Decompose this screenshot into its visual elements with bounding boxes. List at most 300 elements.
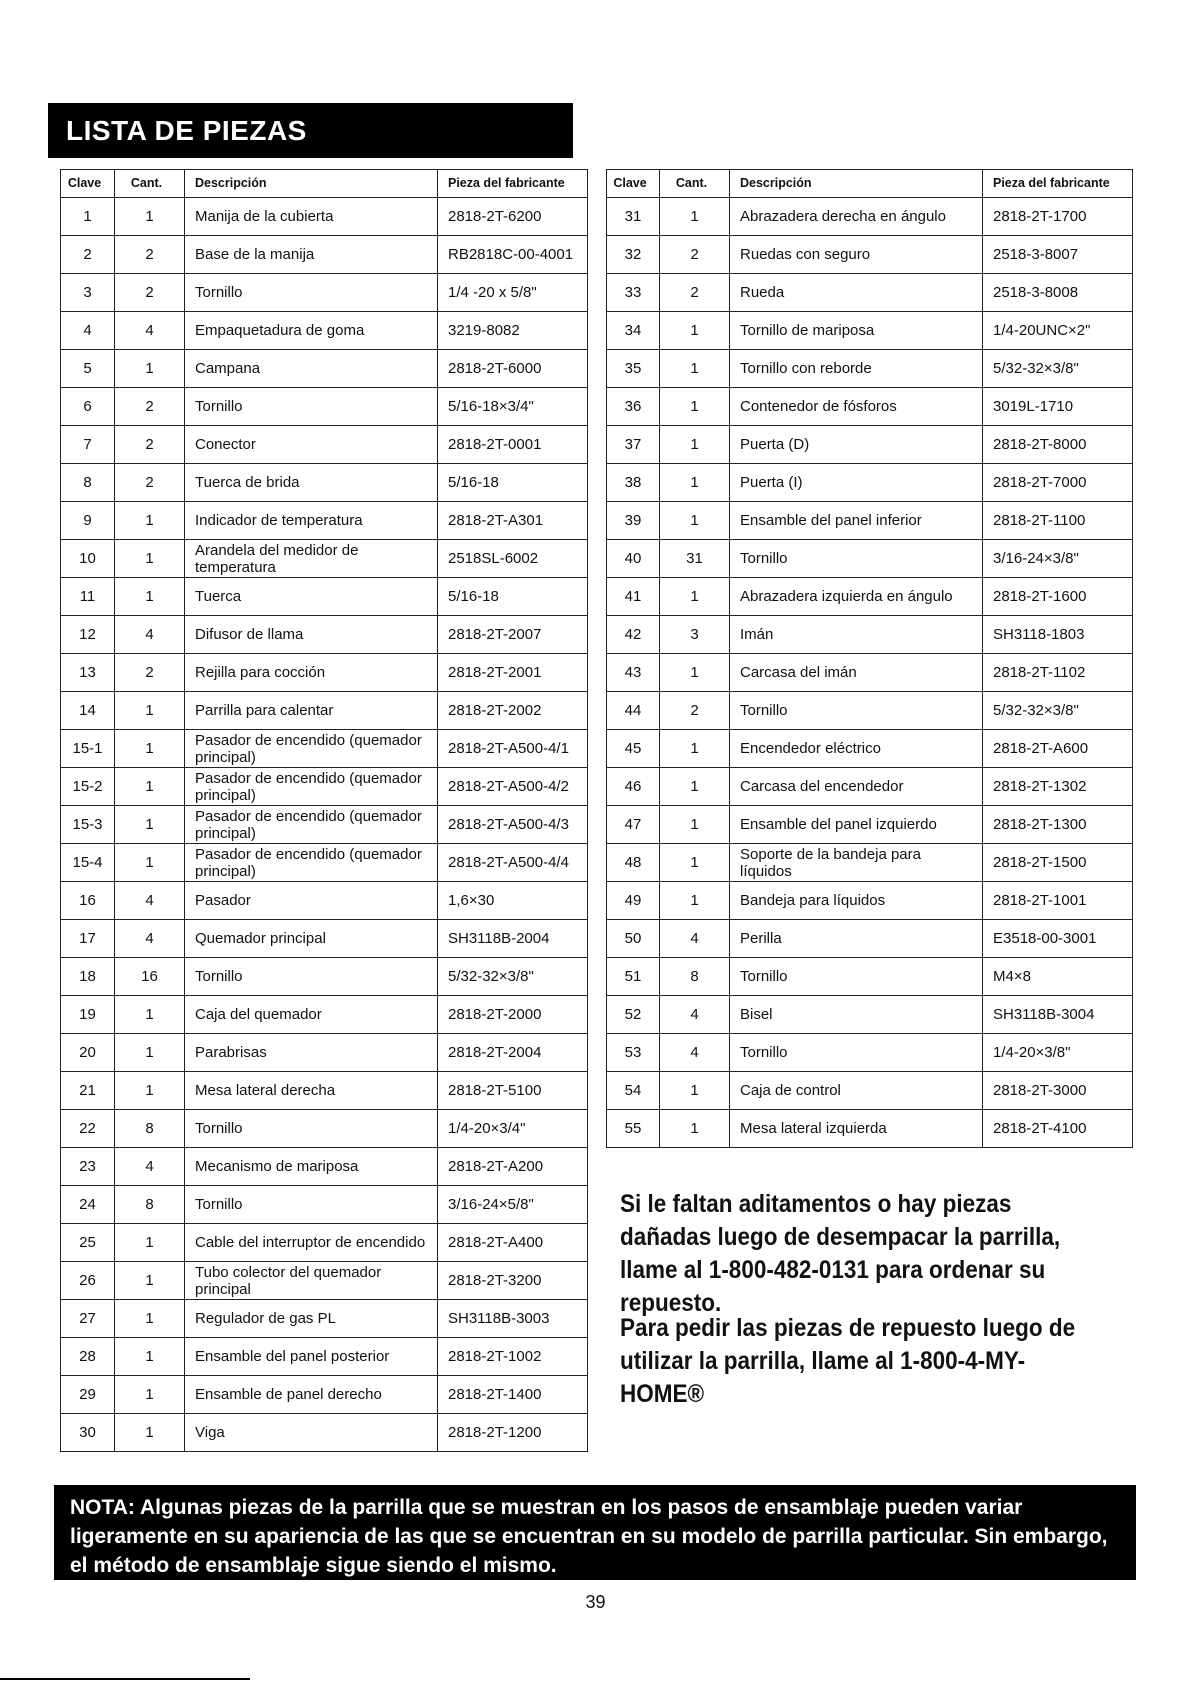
table-row — [61, 540, 588, 578]
cell-description: Rejilla para cocción — [185, 654, 438, 692]
cell-description: Tornillo — [730, 1034, 983, 1072]
cell-part-number: 2818-2T-2002 — [438, 692, 588, 730]
cell-key: 13 — [61, 654, 115, 692]
cell-key: 15-2 — [61, 768, 115, 806]
cell-part-number: 2818-2T-1700 — [983, 198, 1133, 236]
cell-qty: 1 — [115, 1262, 185, 1300]
cell-description: Rueda — [730, 274, 983, 312]
cell-key: 41 — [607, 578, 660, 616]
cell-part-number: 2818-2T-A500-4/1 — [438, 730, 588, 768]
cell-key: 3 — [61, 274, 115, 312]
cell-description: Imán — [730, 616, 983, 654]
cell-description: Empaquetadura de goma — [185, 312, 438, 350]
cell-description: Parabrisas — [185, 1034, 438, 1072]
cell-qty: 1 — [660, 654, 730, 692]
cell-qty: 3 — [660, 616, 730, 654]
cell-description: Arandela del medidor de temperatura — [185, 540, 438, 578]
cell-qty: 1 — [115, 198, 185, 236]
cell-key: 30 — [61, 1414, 115, 1452]
cell-key: 5 — [61, 350, 115, 388]
column-header-qty: Cant. — [660, 170, 730, 198]
cell-part-number: RB2818C-00-4001 — [438, 236, 588, 274]
cell-description: Viga — [185, 1414, 438, 1452]
cell-part-number: 2818-2T-0001 — [438, 426, 588, 464]
table-row — [61, 730, 588, 768]
table-row — [607, 958, 1133, 996]
cell-description: Abrazadera derecha en ángulo — [730, 198, 983, 236]
cell-qty: 8 — [115, 1110, 185, 1148]
cell-qty: 1 — [115, 350, 185, 388]
cell-qty: 8 — [115, 1186, 185, 1224]
cell-part-number: E3518-00-3001 — [983, 920, 1133, 958]
cell-qty: 1 — [115, 540, 185, 578]
table-row — [61, 996, 588, 1034]
cell-qty: 1 — [115, 578, 185, 616]
cell-part-number: 2518-3-8008 — [983, 274, 1133, 312]
cell-part-number: 2818-2T-2000 — [438, 996, 588, 1034]
cell-part-number: 2818-2T-2007 — [438, 616, 588, 654]
table-row — [61, 1300, 588, 1338]
column-header-key: Clave — [61, 170, 115, 198]
cell-qty: 1 — [660, 388, 730, 426]
cell-qty: 1 — [115, 502, 185, 540]
cell-key: 15-1 — [61, 730, 115, 768]
replacement-parts-notice: Para pedir las piezas de repuesto luego de utilizar la parrilla, llame al 1-800-4-MY-HOME® — [620, 1314, 1076, 1408]
footer-divider — [0, 1678, 250, 1680]
cell-part-number: 1/4-20×3/4" — [438, 1110, 588, 1148]
cell-key: 11 — [61, 578, 115, 616]
table-row — [607, 844, 1133, 882]
cell-key: 33 — [607, 274, 660, 312]
cell-part-number: M4×8 — [983, 958, 1133, 996]
cell-description: Tuerca — [185, 578, 438, 616]
cell-description: Regulador de gas PL — [185, 1300, 438, 1338]
missing-parts-notice: Si le faltan aditamentos o hay piezas dañadas luego de desempacar la parrilla, llame al 1-800-482-0131 para ordenar su repuesto. — [620, 1190, 1061, 1317]
table-row — [61, 426, 588, 464]
cell-qty: 4 — [660, 1034, 730, 1072]
cell-part-number: 3/16-24×3/8" — [983, 540, 1133, 578]
cell-key: 45 — [607, 730, 660, 768]
cell-key: 44 — [607, 692, 660, 730]
cell-qty: 1 — [115, 844, 185, 882]
cell-key: 55 — [607, 1110, 660, 1148]
cell-key: 37 — [607, 426, 660, 464]
cell-description: Ensamble del panel izquierdo — [730, 806, 983, 844]
cell-part-number: SH3118B-3003 — [438, 1300, 588, 1338]
cell-description: Pasador de encendido (quemador principal) — [185, 844, 438, 882]
cell-qty: 1 — [115, 1338, 185, 1376]
cell-key: 7 — [61, 426, 115, 464]
cell-qty: 1 — [660, 882, 730, 920]
cell-qty: 1 — [115, 768, 185, 806]
table-row — [607, 502, 1133, 540]
table-row — [607, 236, 1133, 274]
cell-key: 1 — [61, 198, 115, 236]
cell-description: Encendedor eléctrico — [730, 730, 983, 768]
cell-qty: 1 — [115, 1072, 185, 1110]
table-row — [61, 312, 588, 350]
cell-key: 47 — [607, 806, 660, 844]
cell-description: Ruedas con seguro — [730, 236, 983, 274]
cell-key: 52 — [607, 996, 660, 1034]
table-row — [607, 768, 1133, 806]
cell-part-number: 3/16-24×5/8" — [438, 1186, 588, 1224]
cell-description: Mesa lateral derecha — [185, 1072, 438, 1110]
table-row — [61, 1376, 588, 1414]
cell-part-number: 2818-2T-A200 — [438, 1148, 588, 1186]
column-header-description: Descripción — [185, 170, 438, 198]
table-row — [607, 464, 1133, 502]
cell-qty: 2 — [660, 236, 730, 274]
table-row — [61, 1262, 588, 1300]
cell-qty: 2 — [115, 426, 185, 464]
cell-key: 8 — [61, 464, 115, 502]
cell-part-number: 2818-2T-1400 — [438, 1376, 588, 1414]
cell-key: 12 — [61, 616, 115, 654]
cell-part-number: 2818-2T-1002 — [438, 1338, 588, 1376]
cell-description: Mecanismo de mariposa — [185, 1148, 438, 1186]
cell-description: Ensamble del panel posterior — [185, 1338, 438, 1376]
cell-part-number: 2818-2T-A500-4/2 — [438, 768, 588, 806]
table-row — [607, 274, 1133, 312]
cell-qty: 1 — [660, 768, 730, 806]
parts-table-left — [60, 169, 588, 1452]
table-row — [61, 882, 588, 920]
cell-part-number: SH3118B-2004 — [438, 920, 588, 958]
cell-qty: 2 — [115, 236, 185, 274]
table-row — [607, 388, 1133, 426]
column-header-description: Descripción — [730, 170, 983, 198]
cell-part-number: 1,6×30 — [438, 882, 588, 920]
cell-part-number: 2818-2T-1100 — [983, 502, 1133, 540]
cell-key: 38 — [607, 464, 660, 502]
cell-key: 15-4 — [61, 844, 115, 882]
cell-qty: 1 — [115, 806, 185, 844]
cell-description: Pasador de encendido (quemador principal) — [185, 768, 438, 806]
cell-qty: 4 — [115, 312, 185, 350]
cell-part-number: 2818-2T-6200 — [438, 198, 588, 236]
cell-description: Mesa lateral izquierda — [730, 1110, 983, 1148]
cell-qty: 2 — [115, 274, 185, 312]
cell-key: 51 — [607, 958, 660, 996]
table-row — [607, 350, 1133, 388]
cell-description: Tuerca de brida — [185, 464, 438, 502]
cell-qty: 1 — [115, 1300, 185, 1338]
parts-table-left-body — [61, 198, 588, 1452]
cell-key: 48 — [607, 844, 660, 882]
cell-description: Tornillo — [730, 692, 983, 730]
cell-description: Perilla — [730, 920, 983, 958]
table-row — [607, 1072, 1133, 1110]
cell-key: 25 — [61, 1224, 115, 1262]
cell-description: Tubo colector del quemador principal — [185, 1262, 438, 1300]
cell-key: 32 — [607, 236, 660, 274]
cell-key: 20 — [61, 1034, 115, 1072]
cell-part-number: 5/16-18×3/4" — [438, 388, 588, 426]
cell-qty: 2 — [115, 654, 185, 692]
table-row — [607, 1110, 1133, 1148]
cell-part-number: 2818-2T-1200 — [438, 1414, 588, 1452]
cell-key: 23 — [61, 1148, 115, 1186]
table-row — [61, 1072, 588, 1110]
cell-qty: 1 — [115, 1034, 185, 1072]
table-row — [61, 1414, 588, 1452]
cell-qty: 2 — [115, 464, 185, 502]
cell-description: Puerta (D) — [730, 426, 983, 464]
table-row — [607, 312, 1133, 350]
table-row — [61, 1110, 588, 1148]
table-row — [607, 996, 1133, 1034]
cell-part-number: 2818-2T-1302 — [983, 768, 1133, 806]
cell-description: Abrazadera izquierda en ángulo — [730, 578, 983, 616]
cell-description: Indicador de temperatura — [185, 502, 438, 540]
cell-part-number: 5/32-32×3/8" — [983, 692, 1133, 730]
cell-part-number: 2818-2T-2001 — [438, 654, 588, 692]
cell-key: 46 — [607, 768, 660, 806]
cell-part-number: 2818-2T-7000 — [983, 464, 1133, 502]
cell-qty: 1 — [115, 1224, 185, 1262]
page-number: 39 — [585, 1592, 606, 1612]
cell-key: 18 — [61, 958, 115, 996]
table-row — [61, 502, 588, 540]
column-header-qty: Cant. — [115, 170, 185, 198]
cell-description: Tornillo — [730, 540, 983, 578]
cell-part-number: 2818-2T-8000 — [983, 426, 1133, 464]
cell-part-number: 2818-2T-1300 — [983, 806, 1133, 844]
table-row — [607, 882, 1133, 920]
cell-key: 10 — [61, 540, 115, 578]
cell-part-number: 5/32-32×3/8" — [983, 350, 1133, 388]
cell-qty: 2 — [660, 274, 730, 312]
cell-description: Bisel — [730, 996, 983, 1034]
cell-description: Tornillo con reborde — [730, 350, 983, 388]
cell-part-number: 1/4-20UNC×2" — [983, 312, 1133, 350]
cell-part-number: 2818-2T-1600 — [983, 578, 1133, 616]
cell-part-number: 2818-2T-2004 — [438, 1034, 588, 1072]
cell-key: 49 — [607, 882, 660, 920]
table-row — [607, 692, 1133, 730]
cell-qty: 1 — [660, 312, 730, 350]
cell-description: Ensamble del panel inferior — [730, 502, 983, 540]
table-row — [607, 654, 1133, 692]
cell-key: 35 — [607, 350, 660, 388]
table-row — [61, 198, 588, 236]
cell-part-number: 2818-2T-A301 — [438, 502, 588, 540]
cell-description: Tornillo de mariposa — [730, 312, 983, 350]
cell-description: Caja de control — [730, 1072, 983, 1110]
table-row — [607, 426, 1133, 464]
cell-part-number: 2818-2T-3200 — [438, 1262, 588, 1300]
cell-key: 53 — [607, 1034, 660, 1072]
cell-key: 4 — [61, 312, 115, 350]
table-row — [61, 806, 588, 844]
column-header-part: Pieza del fabricante — [438, 170, 588, 198]
cell-description: Quemador principal — [185, 920, 438, 958]
cell-key: 54 — [607, 1072, 660, 1110]
cell-part-number: 1/4 -20 x 5/8" — [438, 274, 588, 312]
table-row — [61, 1148, 588, 1186]
cell-key: 42 — [607, 616, 660, 654]
table-row — [61, 1224, 588, 1262]
table-row — [61, 692, 588, 730]
cell-part-number: 2818-2T-A400 — [438, 1224, 588, 1262]
cell-part-number: 3019L-1710 — [983, 388, 1133, 426]
cell-part-number: 2818-2T-5100 — [438, 1072, 588, 1110]
cell-qty: 1 — [115, 1376, 185, 1414]
cell-part-number: 2818-2T-1102 — [983, 654, 1133, 692]
cell-description: Contenedor de fósforos — [730, 388, 983, 426]
cell-description: Tornillo — [185, 958, 438, 996]
cell-description: Pasador — [185, 882, 438, 920]
cell-qty: 1 — [660, 198, 730, 236]
cell-description: Difusor de llama — [185, 616, 438, 654]
cell-qty: 16 — [115, 958, 185, 996]
table-row — [61, 274, 588, 312]
cell-part-number: 5/16-18 — [438, 464, 588, 502]
cell-qty: 1 — [660, 730, 730, 768]
cell-key: 9 — [61, 502, 115, 540]
cell-description: Parrilla para calentar — [185, 692, 438, 730]
parts-table-right-body — [607, 198, 1133, 1148]
cell-qty: 2 — [660, 692, 730, 730]
table-row — [607, 920, 1133, 958]
table-row — [61, 768, 588, 806]
cell-description: Soporte de la bandeja para líquidos — [730, 844, 983, 882]
table-header-row — [607, 170, 1133, 198]
cell-part-number: 2818-2T-6000 — [438, 350, 588, 388]
cell-description: Base de la manija — [185, 236, 438, 274]
cell-key: 50 — [607, 920, 660, 958]
cell-key: 26 — [61, 1262, 115, 1300]
cell-description: Bandeja para líquidos — [730, 882, 983, 920]
cell-qty: 4 — [115, 616, 185, 654]
cell-key: 39 — [607, 502, 660, 540]
cell-qty: 4 — [115, 920, 185, 958]
cell-key: 22 — [61, 1110, 115, 1148]
cell-part-number: 2818-2T-A500-4/4 — [438, 844, 588, 882]
cell-part-number: 5/32-32×3/8" — [438, 958, 588, 996]
cell-description: Campana — [185, 350, 438, 388]
cell-part-number: 2518-3-8007 — [983, 236, 1133, 274]
cell-part-number: 2818-2T-4100 — [983, 1110, 1133, 1148]
cell-key: 21 — [61, 1072, 115, 1110]
cell-qty: 1 — [660, 426, 730, 464]
table-row — [61, 1338, 588, 1376]
cell-description: Tornillo — [730, 958, 983, 996]
table-row — [61, 1034, 588, 1072]
column-header-key: Clave — [607, 170, 660, 198]
cell-qty: 31 — [660, 540, 730, 578]
table-header-row — [61, 170, 588, 198]
page-title: LISTA DE PIEZAS — [48, 103, 573, 158]
cell-key: 2 — [61, 236, 115, 274]
table-row — [61, 350, 588, 388]
cell-key: 29 — [61, 1376, 115, 1414]
table-row — [61, 388, 588, 426]
cell-part-number: 2818-2T-1500 — [983, 844, 1133, 882]
table-row — [61, 844, 588, 882]
cell-qty: 1 — [660, 464, 730, 502]
cell-part-number: 1/4-20×3/8" — [983, 1034, 1133, 1072]
cell-description: Carcasa del encendedor — [730, 768, 983, 806]
cell-key: 34 — [607, 312, 660, 350]
cell-key: 36 — [607, 388, 660, 426]
cell-part-number: 3219-8082 — [438, 312, 588, 350]
cell-description: Carcasa del imán — [730, 654, 983, 692]
cell-qty: 1 — [115, 1414, 185, 1452]
cell-key: 40 — [607, 540, 660, 578]
column-header-part: Pieza del fabricante — [983, 170, 1133, 198]
cell-description: Pasador de encendido (quemador principal) — [185, 730, 438, 768]
cell-qty: 1 — [660, 1072, 730, 1110]
table-row — [607, 198, 1133, 236]
table-row — [61, 1186, 588, 1224]
cell-description: Pasador de encendido (quemador principal) — [185, 806, 438, 844]
table-row — [607, 730, 1133, 768]
table-row — [61, 654, 588, 692]
parts-table-right — [606, 169, 1133, 1148]
table-row — [61, 236, 588, 274]
cell-key: 14 — [61, 692, 115, 730]
cell-description: Puerta (I) — [730, 464, 983, 502]
table-row — [607, 806, 1133, 844]
cell-key: 15-3 — [61, 806, 115, 844]
cell-qty: 8 — [660, 958, 730, 996]
cell-key: 28 — [61, 1338, 115, 1376]
cell-description: Ensamble de panel derecho — [185, 1376, 438, 1414]
cell-qty: 1 — [115, 996, 185, 1034]
cell-qty: 4 — [115, 882, 185, 920]
table-row — [61, 464, 588, 502]
cell-qty: 1 — [115, 730, 185, 768]
table-row — [607, 1034, 1133, 1072]
cell-part-number: 5/16-18 — [438, 578, 588, 616]
cell-qty: 1 — [660, 806, 730, 844]
cell-part-number: 2818-2T-A500-4/3 — [438, 806, 588, 844]
cell-key: 16 — [61, 882, 115, 920]
cell-qty: 4 — [660, 996, 730, 1034]
cell-key: 6 — [61, 388, 115, 426]
cell-part-number: 2818-2T-3000 — [983, 1072, 1133, 1110]
cell-part-number: SH3118B-3004 — [983, 996, 1133, 1034]
table-row — [61, 578, 588, 616]
table-row — [61, 958, 588, 996]
table-row — [607, 540, 1133, 578]
cell-description: Tornillo — [185, 1186, 438, 1224]
cell-key: 24 — [61, 1186, 115, 1224]
cell-description: Conector — [185, 426, 438, 464]
cell-qty: 1 — [660, 844, 730, 882]
cell-qty: 4 — [115, 1148, 185, 1186]
cell-description: Tornillo — [185, 388, 438, 426]
cell-qty: 1 — [660, 350, 730, 388]
cell-key: 31 — [607, 198, 660, 236]
cell-qty: 1 — [660, 1110, 730, 1148]
table-row — [61, 920, 588, 958]
cell-qty: 1 — [115, 692, 185, 730]
cell-description: Caja del quemador — [185, 996, 438, 1034]
cell-key: 17 — [61, 920, 115, 958]
cell-part-number: 2518SL-6002 — [438, 540, 588, 578]
cell-key: 43 — [607, 654, 660, 692]
cell-qty: 1 — [660, 502, 730, 540]
cell-part-number: 2818-2T-1001 — [983, 882, 1133, 920]
assembly-note: NOTA: Algunas piezas de la parrilla que se muestran en los pasos de ensamblaje pueden variar ligeramente en su apariencia de las que se encuentran en su modelo de parrilla particular. Sin embargo, el método de ensamblaje sigue siendo el mismo. — [54, 1485, 1136, 1580]
cell-qty: 4 — [660, 920, 730, 958]
table-row — [607, 578, 1133, 616]
table-row — [607, 616, 1133, 654]
table-row — [61, 616, 588, 654]
